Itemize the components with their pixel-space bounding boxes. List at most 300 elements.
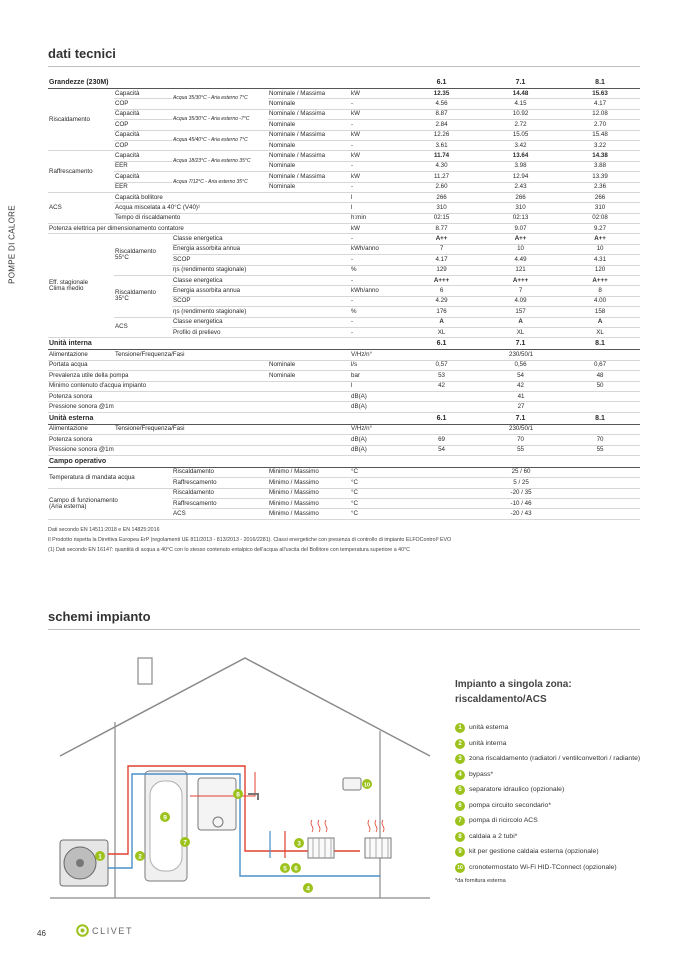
table-row [48, 424, 640, 434]
row-label: Potenza sonora [48, 391, 350, 401]
marker-10 [362, 779, 372, 789]
cell-value: -10 / 46 [402, 499, 640, 509]
row-label: Acqua miscelata a 40°C (V40)¹ [114, 203, 350, 213]
section-title-schemi-impianto: schemi impianto [48, 609, 151, 624]
row-unit: kW [350, 89, 402, 99]
row-condition: Acqua 35/30°C - Aria esterno -7°C [172, 109, 268, 130]
row-label: Portata acqua [48, 360, 268, 370]
table-row [48, 391, 640, 401]
row-label: Capacità [114, 151, 172, 161]
cell-value: 48 [560, 371, 640, 381]
row-unit: - [350, 120, 402, 130]
table-row [48, 488, 640, 498]
cell-value: -20 / 43 [402, 509, 640, 519]
cell-value: -20 / 35 [402, 488, 640, 498]
cell-value: 69 [402, 435, 481, 445]
row-mode: Nominale [268, 140, 350, 150]
section-row-unita-esterna [48, 412, 640, 424]
row-unit: °C [350, 467, 402, 477]
cell-value: 266 [560, 192, 640, 202]
table-row [48, 276, 640, 286]
legend-text: cronotermostato Wi-Fi HID-TConnect (opzionale) [469, 863, 617, 871]
cell-value: 2.43 [481, 182, 560, 192]
cell-value: A++ [402, 234, 481, 244]
marker-1 [95, 851, 105, 861]
table-row [48, 203, 640, 213]
legend-title-line: Impianto a singola zona: [455, 679, 572, 690]
cell-value: 7 [402, 244, 481, 254]
row-unit: °C [350, 499, 402, 509]
row-mode: Nominale [268, 120, 350, 130]
table-row [48, 371, 640, 381]
cell-value: A++ [481, 234, 560, 244]
cell-value: 310 [481, 203, 560, 213]
cell-value: 11.74 [402, 151, 481, 161]
row-unit: l [350, 203, 402, 213]
cell-value: 0,57 [402, 360, 481, 370]
table-row [48, 140, 640, 150]
section-row-campo-operativo [48, 455, 640, 467]
model-header: 8.1 [560, 338, 640, 350]
row-unit: V/Hz/n° [350, 424, 402, 434]
row-mode [268, 381, 350, 391]
row-unit: - [350, 161, 402, 171]
heat-wave-icon [311, 820, 327, 832]
marker-4 [303, 883, 313, 893]
cell-value: 5 / 25 [402, 478, 640, 488]
legend-text: zona riscaldamento (radiatori / ventilconvettori / radiante) [469, 755, 641, 763]
list-item [455, 770, 675, 781]
cell-value: 266 [402, 192, 481, 202]
legend-text: pompa di ricircolo ACS [469, 817, 538, 825]
model-header: 6.1 [402, 77, 481, 89]
table-row [48, 99, 640, 109]
list-item [455, 785, 675, 796]
cell-value: 9.27 [560, 224, 640, 234]
cell-value: 121 [481, 265, 560, 275]
row-mode: Nominale / Massima [268, 109, 350, 119]
marker-3 [294, 838, 304, 848]
row-unit: kWh/anno [350, 244, 402, 254]
tap-icon [248, 794, 258, 800]
cell-value: 7 [481, 286, 560, 296]
row-label: Profilo di prelievo [172, 327, 350, 337]
cell-value: 12.94 [481, 172, 560, 182]
legend-text: kit per gestione caldaia esterna (opzionale) [469, 848, 599, 856]
diagram-legend [455, 678, 675, 884]
row-label: Minimo contenuto d'acqua impianto [48, 381, 268, 391]
row-condition: Acqua 7/12°C - Aria esterno 35°C [172, 172, 268, 193]
cell-value: 02:15 [402, 213, 481, 223]
group-label: ACS [48, 192, 114, 223]
table-row [48, 109, 640, 119]
cell-value: 54 [402, 445, 481, 455]
marker-5 [280, 863, 290, 873]
side-category-label: POMPE DI CALORE [7, 205, 17, 284]
row-label: Energia assorbita annua [172, 244, 350, 254]
cell-value: 3.88 [560, 161, 640, 171]
cell-value: 2.60 [402, 182, 481, 192]
table-row [48, 402, 640, 412]
row-label: Capacità [114, 109, 172, 119]
row-label: Capacità bollitore [114, 192, 350, 202]
marker-2 [135, 851, 145, 861]
row-sublabel: Tensione/Frequenza/Fasi [114, 350, 350, 360]
list-item [455, 847, 675, 858]
cell-value: 14.38 [560, 151, 640, 161]
row-label: ACS [172, 509, 268, 519]
cell-value: 25 / 60 [402, 467, 640, 477]
cell-value: 158 [560, 307, 640, 317]
row-unit: - [350, 317, 402, 327]
row-mode: Nominale [268, 161, 350, 171]
model-header: 7.1 [481, 412, 560, 424]
cell-value: 8.87 [402, 109, 481, 119]
house-chimney [138, 658, 152, 684]
legend-text: caldaia a 2 tubi* [469, 832, 518, 840]
row-unit: l [350, 381, 402, 391]
row-unit: bar [350, 371, 402, 381]
cell-value: 55 [481, 445, 560, 455]
cell-value: 10.92 [481, 109, 560, 119]
model-header: 6.1 [402, 338, 481, 350]
cell-value: 8.77 [402, 224, 481, 234]
model-header: 7.1 [481, 77, 560, 89]
legend-number-badge: 6 [455, 801, 465, 811]
group-label: Campo di funzionamento (Aria esterna) [48, 488, 172, 519]
list-item [455, 723, 675, 734]
boiler [198, 778, 236, 830]
row-mode: Minimo / Massimo [268, 509, 350, 519]
row-unit: kW [350, 130, 402, 140]
cell-value: 0,56 [481, 360, 560, 370]
cell-value: A [481, 317, 560, 327]
cell-value: A+++ [481, 276, 560, 286]
row-label: Raffrescamento [172, 499, 268, 509]
svg-text:4: 4 [306, 885, 310, 893]
row-label: COP [114, 120, 172, 130]
table-row [48, 350, 640, 360]
row-label: Riscaldamento [172, 467, 268, 477]
cell-value: XL [560, 327, 640, 337]
cell-value: 54 [481, 371, 560, 381]
row-label: Alimentazione [48, 424, 114, 434]
svg-text:1: 1 [98, 853, 102, 861]
storage-tank [150, 781, 182, 871]
brand-logo [76, 924, 133, 937]
list-item [455, 816, 675, 827]
cell-value: 10 [481, 244, 560, 254]
row-unit: °C [350, 509, 402, 519]
row-mode: Nominale [268, 182, 350, 192]
model-header: 6.1 [402, 412, 481, 424]
row-sublabel: Tensione/Frequenza/Fasi [114, 424, 350, 434]
cell-value: 14.48 [481, 89, 560, 99]
thermostat [343, 778, 361, 790]
footnote: Dati secondo EN 14511:2018 e EN 14825:2016 [48, 527, 160, 533]
table-header-row [48, 77, 640, 89]
row-mode: Nominale / Massima [268, 89, 350, 99]
row-unit: kWh/anno [350, 286, 402, 296]
brand-logo-text: CLIVET [92, 925, 134, 936]
heat-wave-icon [368, 820, 384, 832]
row-label: COP [114, 140, 172, 150]
table-row [48, 213, 640, 223]
table-row [48, 151, 640, 161]
row-unit: l [350, 192, 402, 202]
installation-diagram [40, 636, 440, 911]
legend-title [455, 678, 675, 707]
list-item [455, 863, 675, 874]
row-unit: - [350, 182, 402, 192]
cell-value: 2.84 [402, 120, 481, 130]
row-unit: kW [350, 224, 402, 234]
legend-title-line: riscaldamento/ACS [455, 693, 547, 705]
table-row [48, 445, 640, 455]
cell-value: 2.70 [560, 120, 640, 130]
row-unit: dB(A) [350, 435, 402, 445]
table-row [48, 182, 640, 192]
table-row [48, 435, 640, 445]
cell-value: 70 [560, 435, 640, 445]
cell-value: 3.98 [481, 161, 560, 171]
cell-value: 0,67 [560, 360, 640, 370]
cell-value: 12.35 [402, 89, 481, 99]
table-row [48, 360, 640, 370]
table-row [48, 467, 640, 477]
legend-number-badge: 3 [455, 754, 465, 764]
row-unit: h:min [350, 213, 402, 223]
cell-value: 6 [402, 286, 481, 296]
spec-table [48, 77, 640, 520]
row-unit: - [350, 276, 402, 286]
cell-value: 02:13 [481, 213, 560, 223]
legend-text: bypass* [469, 770, 494, 778]
legend-text: unità interna [469, 739, 507, 747]
legend-number-badge: 10 [455, 863, 465, 873]
list-item [455, 801, 675, 812]
cell-value: 4.49 [481, 255, 560, 265]
cell-value: 13.39 [560, 172, 640, 182]
list-item [455, 754, 675, 765]
brand-logo-icon [76, 924, 89, 937]
svg-text:9: 9 [163, 814, 167, 822]
cell-value: 4.29 [402, 296, 481, 306]
cell-value: 02:08 [560, 213, 640, 223]
fan-hub [76, 859, 84, 867]
cell-value: 50 [560, 381, 640, 391]
legend-text: unità esterna [469, 724, 509, 731]
cell-value: 266 [481, 192, 560, 202]
section-row-label: Unità interna [48, 338, 402, 350]
group-label: Raffrescamento [48, 151, 114, 193]
row-label: ηs (rendimento stagionale) [172, 307, 350, 317]
row-unit: - [350, 296, 402, 306]
model-header: 8.1 [560, 412, 640, 424]
radiator-icon [365, 838, 391, 858]
table-header-label: Grandezze (230M) [48, 77, 402, 89]
legend-text: pompa circuito secondario* [469, 801, 551, 809]
cell-value: A+++ [402, 276, 481, 286]
row-mode: Nominale / Massima [268, 130, 350, 140]
cell-value: 2.36 [560, 182, 640, 192]
cell-value: 4.31 [560, 255, 640, 265]
cell-value: 55 [560, 445, 640, 455]
row-unit: - [350, 255, 402, 265]
cell-value: XL [481, 327, 560, 337]
cell-value: 3.22 [560, 140, 640, 150]
cell-value: 53 [402, 371, 481, 381]
row-condition: Acqua 35/30°C - Aria esterno 7°C [172, 89, 268, 110]
row-unit: dB(A) [350, 445, 402, 455]
marker-8 [233, 789, 243, 799]
row-unit: dB(A) [350, 391, 402, 401]
row-label: Tempo di riscaldamento [114, 213, 350, 223]
table-row [48, 120, 640, 130]
svg-text:7: 7 [183, 839, 187, 847]
cell-value: XL [402, 327, 481, 337]
cell-value: 230/50/1 [402, 424, 640, 434]
legend-number-badge: 5 [455, 785, 465, 795]
cell-value: 10 [560, 244, 640, 254]
cell-value: 15.05 [481, 130, 560, 140]
row-mode: Minimo / Massimo [268, 478, 350, 488]
cell-value: 42 [481, 381, 560, 391]
cell-value: 12.26 [402, 130, 481, 140]
row-mode: Minimo / Massimo [268, 467, 350, 477]
legend-number-badge: 1 [455, 723, 465, 733]
row-label: Pressione sonora @1m [48, 445, 350, 455]
subgroup-label: Riscaldamento 55°C [114, 234, 172, 276]
cell-value: 176 [402, 307, 481, 317]
legend-note: *da fornitura esterna [455, 878, 506, 885]
section-title-dati-tecnici: dati tecnici [48, 46, 116, 61]
row-mode: Nominale / Massima [268, 151, 350, 161]
row-label: Classe energetica [172, 317, 350, 327]
row-unit: °C [350, 488, 402, 498]
row-condition: Acqua 45/40°C - Aria esterno 7°C [172, 130, 268, 151]
row-unit: °C [350, 478, 402, 488]
row-label: EER [114, 161, 172, 171]
row-mode: Nominale [268, 360, 350, 370]
list-item [455, 739, 675, 750]
table-row [48, 224, 640, 234]
cell-value: 129 [402, 265, 481, 275]
cell-value: 310 [402, 203, 481, 213]
table-row [48, 381, 640, 391]
row-unit: - [350, 99, 402, 109]
row-mode: Nominale / Massima [268, 172, 350, 182]
cell-value: A [560, 317, 640, 327]
row-label: Capacità [114, 130, 172, 140]
row-label: SCOP [172, 255, 350, 265]
cell-value: 4.56 [402, 99, 481, 109]
cell-value: 4.17 [560, 99, 640, 109]
legend-number-badge: 4 [455, 770, 465, 780]
row-unit: - [350, 140, 402, 150]
row-label: Raffrescamento [172, 478, 268, 488]
row-mode: Nominale [268, 371, 350, 381]
legend-number-badge: 8 [455, 832, 465, 842]
legend-list [455, 723, 675, 873]
row-label: Riscaldamento [172, 488, 268, 498]
table-row [48, 317, 640, 327]
table-row [48, 89, 640, 99]
row-mode: Minimo / Massimo [268, 488, 350, 498]
cell-value: 157 [481, 307, 560, 317]
svg-text:10: 10 [363, 782, 371, 789]
legend-number-badge: 9 [455, 847, 465, 857]
cell-value: 3.61 [402, 140, 481, 150]
legend-number-badge: 2 [455, 739, 465, 749]
row-label: Classe energetica [172, 276, 350, 286]
cell-value: 4.30 [402, 161, 481, 171]
row-label: SCOP [172, 296, 350, 306]
svg-text:6: 6 [294, 865, 298, 873]
row-label: Pressione sonora @1m [48, 402, 350, 412]
model-header: 8.1 [560, 77, 640, 89]
legend-text: separatore idraulico (opzionale) [469, 786, 565, 794]
marker-9 [160, 812, 170, 822]
cell-value: A [402, 317, 481, 327]
row-label: EER [114, 182, 172, 192]
cell-value: 230/50/1 [402, 350, 640, 360]
cell-value: 4.15 [481, 99, 560, 109]
cell-value: 2.72 [481, 120, 560, 130]
cell-value: 9.07 [481, 224, 560, 234]
cell-value: 13.64 [481, 151, 560, 161]
row-label: Capacità [114, 172, 172, 182]
row-label: Energia assorbita annua [172, 286, 350, 296]
cell-value: 12.08 [560, 109, 640, 119]
group-label: Eff. stagionale Clima medio [48, 234, 114, 338]
row-condition: Acqua 18/23°C - Aria esterno 35°C [172, 151, 268, 172]
cell-value: 11.27 [402, 172, 481, 182]
section-divider [48, 66, 640, 67]
group-label: Temperatura di mandata acqua [48, 467, 172, 488]
row-label: Classe energetica [172, 234, 350, 244]
row-label: Capacità [114, 89, 172, 99]
row-unit: dB(A) [350, 402, 402, 412]
cell-value: 3.42 [481, 140, 560, 150]
table-row [48, 192, 640, 202]
row-label: Alimentazione [48, 350, 114, 360]
row-unit: - [350, 234, 402, 244]
row-unit: kW [350, 172, 402, 182]
row-label: COP [114, 99, 172, 109]
list-item [455, 832, 675, 843]
cell-value: 27 [402, 402, 640, 412]
row-unit: - [350, 327, 402, 337]
footnote: (1) Dati secondo EN 16147: quantità di acqua a 40°C con lo stesso contenuto entalpico dell'acqua all'uscita del Bollitore con temperatura superiore a 40°C [48, 547, 410, 553]
cell-value: A+++ [560, 276, 640, 286]
row-label: Potenza sonora [48, 435, 350, 445]
row-unit: kW [350, 109, 402, 119]
row-label: ηs (rendimento stagionale) [172, 265, 350, 275]
table-row [48, 234, 640, 244]
svg-text:5: 5 [283, 865, 287, 873]
svg-text:8: 8 [236, 791, 240, 799]
svg-text:3: 3 [297, 840, 301, 848]
section-divider [48, 629, 640, 630]
row-unit: kW [350, 151, 402, 161]
subgroup-label: Riscaldamento 35°C [114, 276, 172, 318]
table-row [48, 172, 640, 182]
table-row [48, 130, 640, 140]
svg-text:2: 2 [138, 853, 142, 861]
footnotes [48, 527, 648, 557]
footnote: Il Prodotto rispetta la Direttiva Europea ErP (regolamenti UE 811/2013 - 813/2013 - 2016/2281). Classi energetiche con presenza di controllo di impianto ELFOControl³ EVO [48, 537, 452, 543]
